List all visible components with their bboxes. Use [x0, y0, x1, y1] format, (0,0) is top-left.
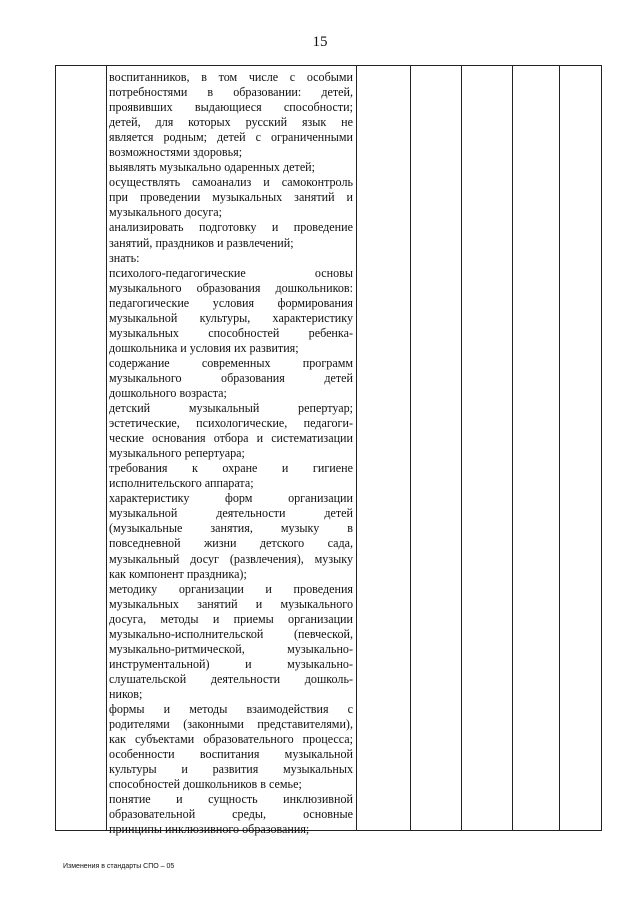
text-line: методику организации и проведения	[109, 581, 353, 596]
text-line: музыкальных способностей ребенка-	[109, 325, 353, 340]
text-line: родителями (законными представителями),	[109, 717, 353, 732]
text-line: при проведении музыкальных занятий и	[109, 190, 353, 205]
text-line: особенности воспитания музыкальной	[109, 747, 353, 762]
text-line: понятие и сущность инклюзивной	[109, 792, 353, 807]
text-line: потребностями в образовании: детей,	[109, 85, 353, 100]
text-line: психолого-педагогические основы	[109, 265, 353, 280]
text-line: ческие основания отбора и систематизации	[109, 431, 353, 446]
column-divider	[559, 66, 560, 830]
text-line: проявивших выдающиеся способности;	[109, 100, 353, 115]
text-line: дошкольника и условия их развития;	[109, 340, 299, 355]
column-divider	[356, 66, 357, 830]
text-line: музыкального образования дошкольников:	[109, 280, 353, 295]
text-line: образовательной среды, основные	[109, 807, 353, 822]
text-line: воспитанников, в том числе с особыми	[109, 70, 353, 84]
text-line: возможностями здоровья;	[109, 145, 243, 160]
page-number: 15	[312, 34, 328, 50]
text-line: анализировать подготовку и проведение	[109, 220, 353, 235]
document-table	[55, 65, 602, 837]
text-line: слушательской деятельности дошколь-	[109, 671, 353, 686]
text-line: (музыкальные занятия, музыку в	[109, 521, 353, 536]
text-line: выявлять музыкально одаренных детей;	[109, 160, 316, 175]
text-line: принципы инклюзивного образования;	[109, 822, 310, 837]
text-line: требования к охране и гигиене	[109, 461, 353, 476]
text-line: детский музыкальный репертуар;	[109, 401, 353, 416]
text-line: музыкального досуга;	[109, 205, 223, 220]
text-line: знать:	[109, 250, 140, 265]
text-line: эстетические, психологические, педагоги-	[109, 416, 353, 431]
text-line: музыкальных занятий и музыкального	[109, 596, 353, 611]
text-line: музыкальный досуг (развлечения), музыку	[109, 551, 353, 566]
text-line: детей, для которых русский язык не	[109, 115, 353, 130]
text-line: музыкально-ритмической, музыкально-	[109, 641, 353, 656]
text-line: исполнительского аппарата;	[109, 476, 254, 491]
text-line: ников;	[109, 686, 143, 701]
column-divider	[461, 66, 462, 830]
text-line: досуга, методы и приемы организации	[109, 611, 353, 626]
text-line: музыкальной деятельности детей	[109, 506, 353, 521]
text-line: музыкально-исполнительской (певческой,	[109, 626, 353, 641]
text-line: повседневной жизни детского сада,	[109, 536, 353, 551]
text-line: способностей дошкольников в семье;	[109, 777, 302, 792]
column-divider	[410, 66, 411, 830]
text-line: культуры и развития музыкальных	[109, 762, 353, 777]
text-line: содержание современных программ	[109, 355, 353, 370]
text-line: является родным; детей с ограниченными	[109, 130, 353, 145]
footer-note: Изменения в стандарты СПО – 05	[63, 863, 175, 870]
text-line: инструментальной) и музыкально-	[109, 656, 353, 671]
competency-text-cell	[109, 70, 353, 837]
text-line: музыкального репертуара;	[109, 446, 245, 461]
text-line: формы и методы взаимодействия с	[109, 701, 353, 716]
text-line: музыкального образования детей	[109, 370, 353, 385]
text-line: характеристику форм организации	[109, 491, 353, 506]
column-divider	[106, 66, 107, 830]
text-line: как компонент праздника);	[109, 566, 247, 581]
text-line: дошкольного возраста;	[109, 385, 227, 400]
text-line: осуществлять самоанализ и самоконтроль	[109, 175, 353, 190]
text-line: музыкальной культуры, характеристику	[109, 310, 353, 325]
text-line: как субъектами образовательного процесса;	[109, 732, 353, 747]
text-line: педагогические условия формирования	[109, 295, 353, 310]
column-divider	[512, 66, 513, 830]
text-line: занятий, праздников и развлечений;	[109, 235, 294, 250]
